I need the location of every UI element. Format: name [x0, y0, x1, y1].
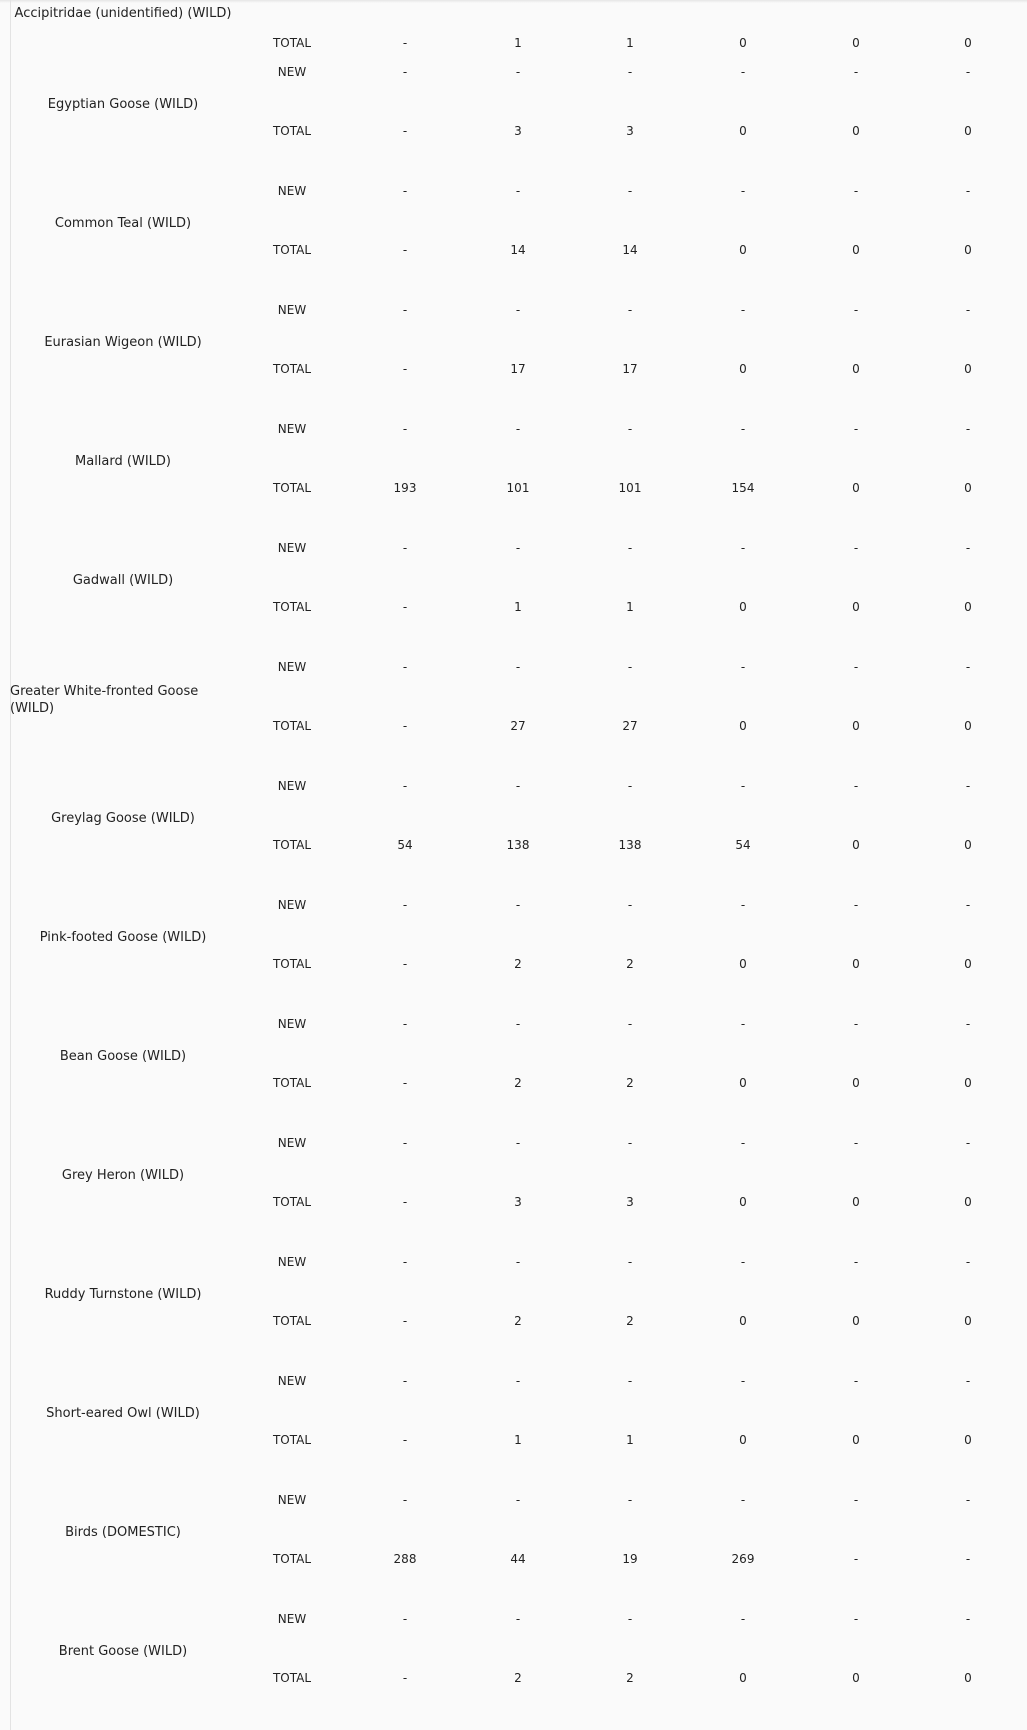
col-5-value: -	[853, 303, 859, 317]
col-5-value: 0	[852, 1433, 860, 1447]
col-2-value: -	[515, 779, 521, 793]
col-1-value: -	[402, 600, 408, 614]
col-5-value: -	[853, 898, 859, 912]
col-6-value: -	[965, 422, 971, 436]
col-2-value: 1	[514, 600, 522, 614]
col-1-value: -	[402, 957, 408, 971]
species-row-group	[10, 402, 1027, 521]
col-1-value: -	[402, 422, 408, 436]
col-5-value: 0	[852, 1671, 860, 1685]
col-5-value: -	[853, 1493, 859, 1507]
col-2-value: 27	[510, 719, 526, 733]
row-type-label: TOTAL	[272, 243, 312, 257]
col-1-value: -	[402, 362, 408, 376]
row-type-label: TOTAL	[272, 1314, 312, 1328]
col-4-value: -	[740, 1255, 746, 1269]
total-row	[10, 835, 1027, 855]
new-row	[10, 181, 1027, 201]
col-1-value: -	[402, 898, 408, 912]
col-3-value: -	[627, 184, 633, 198]
col-3-value: 1	[626, 1433, 634, 1447]
species-row-group	[10, 521, 1027, 640]
col-4-value: -	[740, 541, 746, 555]
species-name: Greylag Goose (WILD)	[51, 811, 195, 826]
col-1-value: -	[402, 779, 408, 793]
col-3-value: 1	[626, 600, 634, 614]
col-6-value: -	[965, 779, 971, 793]
col-1-value: -	[402, 1017, 408, 1031]
species-name: Short-eared Owl (WILD)	[46, 1406, 200, 1421]
col-4-value: -	[740, 898, 746, 912]
col-6-value: -	[965, 1255, 971, 1269]
col-4-value: 0	[739, 1195, 747, 1209]
col-6-value: 0	[964, 481, 972, 495]
col-1-value: -	[402, 1076, 408, 1090]
species-row-group	[10, 283, 1027, 402]
col-5-value: 0	[852, 600, 860, 614]
species-name: Accipitridae (unidentified) (WILD)	[14, 6, 232, 21]
row-type-label: TOTAL	[272, 1195, 312, 1209]
col-6-value: 0	[964, 1076, 972, 1090]
col-3-value: 3	[626, 1195, 634, 1209]
col-2-value: 1	[514, 36, 522, 50]
col-2-value: -	[515, 65, 521, 79]
total-row	[10, 1311, 1027, 1331]
new-row	[10, 538, 1027, 558]
col-3-value: -	[627, 1136, 633, 1150]
col-5-value: -	[853, 1017, 859, 1031]
col-6-value: 0	[964, 1433, 972, 1447]
col-3-value: -	[627, 422, 633, 436]
species-name: Gadwall (WILD)	[72, 573, 174, 588]
col-5-value: -	[853, 422, 859, 436]
col-5-value: -	[853, 779, 859, 793]
col-5-value: -	[853, 1374, 859, 1388]
col-3-value: -	[627, 660, 633, 674]
col-1-value: -	[402, 1314, 408, 1328]
row-type-label: NEW	[277, 1612, 307, 1626]
species-name: Pink-footed Goose (WILD)	[39, 930, 207, 945]
species-name: Greater White-fronted Goose (WILD)	[10, 683, 199, 716]
row-type-label: NEW	[277, 1493, 307, 1507]
col-5-value: 0	[852, 957, 860, 971]
species-row-group	[10, 164, 1027, 283]
col-4-value: -	[740, 779, 746, 793]
col-1-value: -	[402, 303, 408, 317]
col-5-value: 0	[852, 838, 860, 852]
col-6-value: -	[965, 898, 971, 912]
col-2-value: 1	[514, 1433, 522, 1447]
col-3-value: 19	[622, 1552, 638, 1566]
species-row-group	[10, 1116, 1027, 1235]
new-row	[10, 300, 1027, 320]
col-3-value: 2	[626, 1314, 634, 1328]
species-row-group	[10, 0, 1027, 50]
new-row	[10, 1014, 1027, 1034]
col-4-value: 0	[739, 243, 747, 257]
col-2-value: -	[515, 303, 521, 317]
new-row	[10, 1133, 1027, 1153]
col-2-value: -	[515, 660, 521, 674]
col-6-value: 0	[964, 362, 972, 376]
col-5-value: 0	[852, 36, 860, 50]
species-name: Grey Heron (WILD)	[61, 1168, 185, 1183]
col-4-value: 0	[739, 1076, 747, 1090]
col-2-value: -	[515, 1612, 521, 1626]
species-row-group	[10, 1473, 1027, 1592]
col-2-value: -	[515, 541, 521, 555]
col-6-value: -	[965, 1017, 971, 1031]
species-row-group	[10, 997, 1027, 1116]
row-type-label: NEW	[277, 1255, 307, 1269]
col-6-value: -	[965, 1493, 971, 1507]
col-5-value: 0	[852, 1076, 860, 1090]
col-1-value: -	[402, 660, 408, 674]
col-2-value: -	[515, 898, 521, 912]
col-3-value: 27	[622, 719, 638, 733]
col-5-value: -	[853, 65, 859, 79]
col-6-value: 0	[964, 36, 972, 50]
col-1-value: -	[402, 1612, 408, 1626]
col-1-value: 193	[393, 481, 417, 495]
row-type-label: TOTAL	[272, 36, 312, 50]
col-2-value: 3	[514, 124, 522, 138]
col-4-value: 154	[731, 481, 755, 495]
row-type-label: TOTAL	[272, 1433, 312, 1447]
row-type-label: TOTAL	[272, 1552, 312, 1566]
col-1-value: -	[402, 65, 408, 79]
total-row	[10, 359, 1027, 379]
col-4-value: -	[740, 1136, 746, 1150]
species-name: Birds (DOMESTIC)	[65, 1525, 181, 1540]
col-4-value: -	[740, 1612, 746, 1626]
col-6-value: 0	[964, 719, 972, 733]
col-2-value: -	[515, 184, 521, 198]
col-2-value: 17	[510, 362, 526, 376]
col-6-value: 0	[964, 1671, 972, 1685]
species-name: Mallard (WILD)	[75, 454, 171, 469]
species-name: Bean Goose (WILD)	[59, 1049, 187, 1064]
col-4-value: 0	[739, 1671, 747, 1685]
row-type-label: NEW	[277, 1374, 307, 1388]
col-2-value: 101	[506, 481, 530, 495]
col-6-value: -	[965, 1136, 971, 1150]
col-3-value: 101	[618, 481, 642, 495]
col-2-value: 2	[514, 1314, 522, 1328]
row-type-label: TOTAL	[272, 719, 312, 733]
new-row	[10, 657, 1027, 677]
col-4-value: 0	[739, 1433, 747, 1447]
total-row	[10, 1192, 1027, 1212]
col-4-value: -	[740, 303, 746, 317]
col-5-value: 0	[852, 1195, 860, 1209]
total-row	[10, 121, 1027, 141]
col-3-value: -	[627, 541, 633, 555]
row-type-label: NEW	[277, 184, 307, 198]
col-4-value: 0	[739, 719, 747, 733]
col-5-value: 0	[852, 1314, 860, 1328]
col-3-value: 17	[622, 362, 638, 376]
col-4-value: -	[740, 1017, 746, 1031]
col-6-value: -	[965, 541, 971, 555]
col-2-value: -	[515, 1374, 521, 1388]
col-5-value: 0	[852, 124, 860, 138]
col-4-value: -	[740, 1374, 746, 1388]
col-5-value: -	[853, 1136, 859, 1150]
row-type-label: TOTAL	[272, 1076, 312, 1090]
col-6-value: 0	[964, 600, 972, 614]
species-name: Egyptian Goose (WILD)	[47, 97, 199, 112]
col-3-value: -	[627, 898, 633, 912]
new-row	[10, 62, 1027, 82]
col-2-value: -	[515, 1017, 521, 1031]
species-row-group	[10, 640, 1027, 759]
outbreak-species-table	[10, 0, 1027, 1711]
row-type-label: TOTAL	[272, 1671, 312, 1685]
col-4-value: 0	[739, 957, 747, 971]
species-row-group	[10, 45, 1027, 164]
col-1-value: -	[402, 541, 408, 555]
col-2-value: 2	[514, 1671, 522, 1685]
col-5-value: 0	[852, 243, 860, 257]
col-3-value: -	[627, 303, 633, 317]
col-4-value: 269	[731, 1552, 755, 1566]
col-2-value: 44	[510, 1552, 526, 1566]
col-2-value: 138	[506, 838, 530, 852]
row-type-label: NEW	[277, 1017, 307, 1031]
col-3-value: 14	[622, 243, 638, 257]
row-type-label: NEW	[277, 303, 307, 317]
row-type-label: TOTAL	[272, 362, 312, 376]
col-4-value: 0	[739, 362, 747, 376]
row-type-label: NEW	[277, 779, 307, 793]
col-6-value: -	[965, 1612, 971, 1626]
col-1-value: -	[402, 1136, 408, 1150]
col-1-value: -	[402, 184, 408, 198]
col-4-value: -	[740, 422, 746, 436]
total-row	[10, 716, 1027, 736]
col-2-value: -	[515, 1493, 521, 1507]
col-5-value: 0	[852, 362, 860, 376]
col-6-value: -	[965, 1374, 971, 1388]
col-1-value: 54	[397, 838, 413, 852]
col-3-value: 2	[626, 957, 634, 971]
species-row-group	[10, 878, 1027, 997]
col-5-value: -	[853, 660, 859, 674]
row-type-label: TOTAL	[272, 838, 312, 852]
col-4-value: -	[740, 65, 746, 79]
col-1-value: -	[402, 124, 408, 138]
col-6-value: -	[965, 184, 971, 198]
species-name: Eurasian Wigeon (WILD)	[44, 335, 202, 350]
col-6-value: -	[965, 303, 971, 317]
col-6-value: 0	[964, 1195, 972, 1209]
col-3-value: -	[627, 1255, 633, 1269]
species-row-group	[10, 1354, 1027, 1473]
col-4-value: -	[740, 1493, 746, 1507]
new-row	[10, 776, 1027, 796]
total-row	[10, 954, 1027, 974]
total-row	[10, 1430, 1027, 1450]
total-row	[10, 478, 1027, 498]
col-6-value: 0	[964, 838, 972, 852]
col-4-value: 54	[735, 838, 751, 852]
col-3-value: -	[627, 1017, 633, 1031]
new-row	[10, 1490, 1027, 1510]
row-type-label: NEW	[277, 422, 307, 436]
col-3-value: 1	[626, 36, 634, 50]
col-1-value: -	[402, 1255, 408, 1269]
row-type-label: TOTAL	[272, 957, 312, 971]
col-5-value: -	[853, 1612, 859, 1626]
species-row-group	[10, 1235, 1027, 1354]
col-4-value: 0	[739, 124, 747, 138]
species-row-group	[10, 759, 1027, 878]
col-6-value: -	[965, 1552, 971, 1566]
col-6-value: 0	[964, 957, 972, 971]
col-4-value: 0	[739, 600, 747, 614]
row-type-label: NEW	[277, 541, 307, 555]
row-type-label: NEW	[277, 660, 307, 674]
row-type-label: NEW	[277, 65, 307, 79]
col-1-value: -	[402, 1195, 408, 1209]
new-row	[10, 1609, 1027, 1629]
col-3-value: -	[627, 1374, 633, 1388]
col-2-value: -	[515, 1255, 521, 1269]
col-6-value: -	[965, 660, 971, 674]
new-row	[10, 419, 1027, 439]
col-4-value: 0	[739, 1314, 747, 1328]
species-name: Ruddy Turnstone (WILD)	[44, 1287, 202, 1302]
row-type-label: NEW	[277, 898, 307, 912]
total-row	[10, 240, 1027, 260]
col-1-value: -	[402, 36, 408, 50]
col-1-value: -	[402, 719, 408, 733]
col-5-value: -	[853, 1255, 859, 1269]
col-3-value: -	[627, 1493, 633, 1507]
row-type-label: TOTAL	[272, 600, 312, 614]
col-5-value: -	[853, 184, 859, 198]
col-6-value: 0	[964, 124, 972, 138]
col-2-value: 14	[510, 243, 526, 257]
new-row	[10, 1252, 1027, 1272]
col-1-value: -	[402, 1671, 408, 1685]
col-2-value: -	[515, 1136, 521, 1150]
col-2-value: 2	[514, 957, 522, 971]
total-row	[10, 1549, 1027, 1569]
col-3-value: -	[627, 1612, 633, 1626]
col-3-value: 138	[618, 838, 642, 852]
new-row	[10, 1371, 1027, 1391]
col-6-value: 0	[964, 1314, 972, 1328]
row-type-label: TOTAL	[272, 481, 312, 495]
col-2-value: 2	[514, 1076, 522, 1090]
col-3-value: 2	[626, 1671, 634, 1685]
col-5-value: -	[853, 541, 859, 555]
col-4-value: -	[740, 660, 746, 674]
col-3-value: 3	[626, 124, 634, 138]
col-1-value: -	[402, 1433, 408, 1447]
col-6-value: -	[965, 65, 971, 79]
col-5-value: -	[853, 1552, 859, 1566]
col-2-value: 3	[514, 1195, 522, 1209]
col-1-value: 288	[393, 1552, 417, 1566]
col-4-value: -	[740, 184, 746, 198]
total-row	[10, 597, 1027, 617]
col-5-value: 0	[852, 481, 860, 495]
col-3-value: 2	[626, 1076, 634, 1090]
species-row-group	[10, 1592, 1027, 1711]
species-name: Brent Goose (WILD)	[58, 1644, 188, 1659]
col-6-value: 0	[964, 243, 972, 257]
col-4-value: 0	[739, 36, 747, 50]
row-type-label: TOTAL	[272, 124, 312, 138]
col-2-value: -	[515, 422, 521, 436]
col-3-value: -	[627, 65, 633, 79]
species-name: Common Teal (WILD)	[54, 216, 192, 231]
col-1-value: -	[402, 243, 408, 257]
total-row	[10, 1668, 1027, 1688]
new-row	[10, 895, 1027, 915]
col-1-value: -	[402, 1493, 408, 1507]
row-type-label: NEW	[277, 1136, 307, 1150]
col-3-value: -	[627, 779, 633, 793]
col-5-value: 0	[852, 719, 860, 733]
col-1-value: -	[402, 1374, 408, 1388]
total-row	[10, 1073, 1027, 1093]
